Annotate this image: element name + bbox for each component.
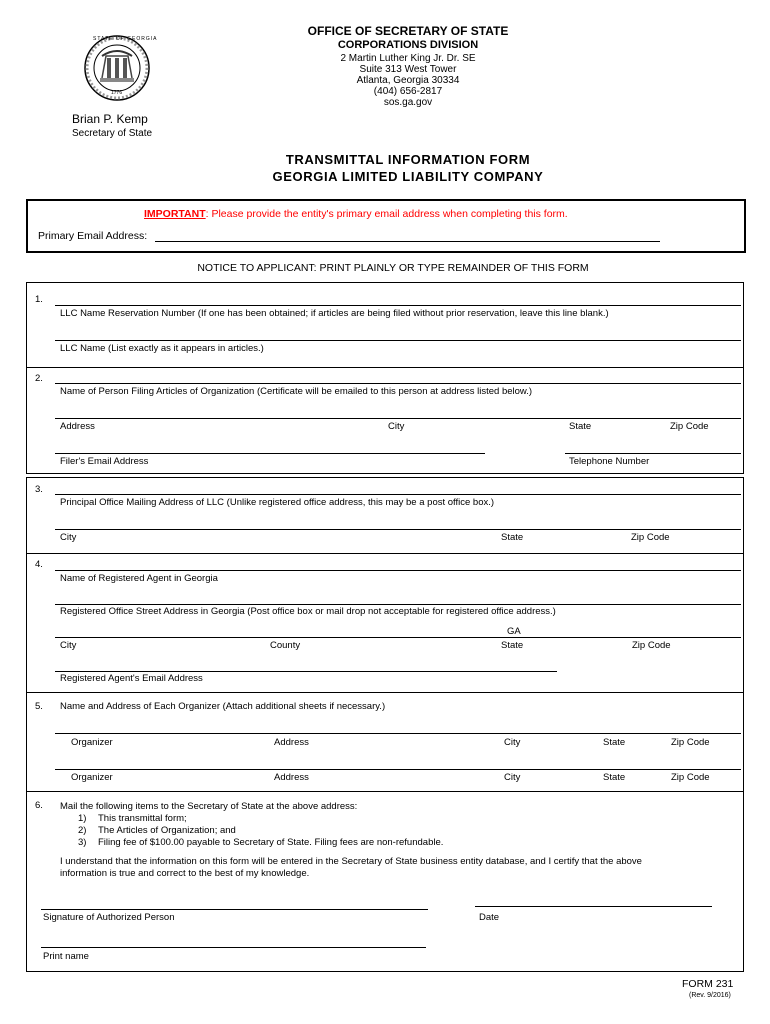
print-name-input[interactable] <box>41 947 426 948</box>
address-label: Address <box>274 737 309 748</box>
section-number: 6. <box>35 800 43 811</box>
print-name-label: Print name <box>43 951 89 962</box>
certify-line-1: I understand that the information on this form will be entered in the Secretary of State business entity database, and I certify that the above <box>60 856 642 867</box>
state-label: State <box>501 532 524 543</box>
section-2 <box>26 367 744 474</box>
mailing-city-input[interactable] <box>55 529 741 530</box>
city-label: City <box>60 532 77 543</box>
phone-line: (404) 656-2817 <box>373 86 443 97</box>
section-1 <box>26 282 744 368</box>
office-name: OFFICE OF SECRETARY OF STATE <box>307 24 509 38</box>
zip-label: Zip Code <box>671 737 710 748</box>
section-6 <box>26 791 744 972</box>
filer-name-label: Name of Person Filing Articles of Organization (Certificate will be emailed to this person at address listed below.) <box>60 386 533 397</box>
mailing-address-label: Principal Office Mailing Address of LLC (Unlike registered office address, this may be a post office box.) <box>60 497 495 508</box>
mailing-address-input[interactable] <box>55 494 741 495</box>
item-text: Filing fee of $100.00 payable to Secretary of State. Filing fees are non-refundable. <box>98 837 444 848</box>
organizer-label: Organizer <box>71 772 113 783</box>
city-label: City <box>504 772 521 783</box>
telephone-input[interactable] <box>565 453 741 454</box>
certification-text <box>60 856 720 880</box>
section-number: 5. <box>35 701 43 712</box>
title-line-2: GEORGIA LIMITED LIABILITY COMPANY <box>272 169 544 184</box>
agent-street-label: Registered Office Street Address in Georgia (Post office box or mail drop not acceptable for registered office address.) <box>60 606 556 617</box>
city-label: City <box>388 421 405 432</box>
primary-email-input[interactable] <box>155 241 660 242</box>
agent-name-input[interactable] <box>55 570 741 571</box>
address-line: Suite 313 West Tower <box>359 64 457 75</box>
state-label: State <box>569 421 592 432</box>
official-title: Secretary of State <box>72 128 153 139</box>
reservation-number-input[interactable] <box>55 305 741 306</box>
office-header <box>258 24 558 108</box>
address-line: Atlanta, Georgia 30334 <box>356 75 460 86</box>
agent-name-label: Name of Registered Agent in Georgia <box>60 573 218 584</box>
form-revision: (Rev. 9/2016) <box>689 992 731 999</box>
reservation-number-label: LLC Name Reservation Number (If one has been obtained; if articles are being filed without prior reservation, leave this line blank.) <box>60 308 609 319</box>
website-line: sos.ga.gov <box>383 97 433 108</box>
seal-text: STATE OF GEORGIA <box>93 36 158 42</box>
agent-street-input[interactable] <box>55 604 741 605</box>
item-number: 3) <box>78 837 87 848</box>
important-box <box>26 199 746 253</box>
mail-instructions: Mail the following items to the Secretary of State at the above address: <box>60 801 358 812</box>
state-label: State <box>603 737 626 748</box>
item-text: The Articles of Organization; and <box>98 825 236 836</box>
address-label: Address <box>60 421 95 432</box>
item-number: 1) <box>78 813 87 824</box>
division-name: CORPORATIONS DIVISION <box>337 39 479 51</box>
state-label: State <box>603 772 626 783</box>
address-line: 2 Martin Luther King Jr. Dr. SE <box>340 53 476 64</box>
agent-email-input[interactable] <box>55 671 557 672</box>
agent-email-label: Registered Agent's Email Address <box>60 673 203 684</box>
zip-label: Zip Code <box>632 640 671 651</box>
certify-line-2: information is true and correct to the best of my knowledge. <box>60 868 310 879</box>
filer-name-input[interactable] <box>55 383 741 384</box>
filer-email-input[interactable] <box>55 453 485 454</box>
city-label: City <box>60 640 77 651</box>
date-label: Date <box>479 912 500 923</box>
form-title <box>158 152 658 184</box>
county-label: County <box>270 640 301 651</box>
section-number: 4. <box>35 559 43 570</box>
important-label: IMPORTANT <box>144 208 206 220</box>
section-4 <box>26 553 744 693</box>
section-3 <box>26 477 744 554</box>
important-notice <box>144 208 568 220</box>
address-label: Address <box>274 772 309 783</box>
zip-label: Zip Code <box>670 421 709 432</box>
organizer-2-input[interactable] <box>55 769 741 770</box>
item-text: This transmittal form; <box>98 813 187 824</box>
signature-label: Signature of Authorized Person <box>43 912 175 923</box>
official-name: Brian P. Kemp <box>72 112 148 126</box>
title-line-1: TRANSMITTAL INFORMATION FORM <box>285 152 531 167</box>
signature-input[interactable] <box>41 909 428 910</box>
state-ga-value: GA <box>507 626 521 637</box>
section-5 <box>26 692 744 792</box>
filer-address-input[interactable] <box>55 418 741 419</box>
date-input[interactable] <box>475 906 712 907</box>
primary-email-label: Primary Email Address: <box>38 230 148 242</box>
city-label: City <box>504 737 521 748</box>
state-seal <box>76 34 158 102</box>
llc-name-input[interactable] <box>55 340 741 341</box>
organizer-label: Organizer <box>71 737 113 748</box>
zip-label: Zip Code <box>631 532 670 543</box>
zip-label: Zip Code <box>671 772 710 783</box>
section-number: 1. <box>35 294 43 305</box>
filer-email-label: Filer's Email Address <box>60 456 149 467</box>
organizer-1-input[interactable] <box>55 733 741 734</box>
important-text: : Please provide the entity's primary email address when completing this form. <box>205 208 568 220</box>
section-number: 3. <box>35 484 43 495</box>
section-number: 2. <box>35 373 43 384</box>
form-number: FORM 231 <box>682 978 734 990</box>
agent-city-input[interactable] <box>55 637 741 638</box>
item-number: 2) <box>78 825 87 836</box>
organizers-heading: Name and Address of Each Organizer (Attach additional sheets if necessary.) <box>60 701 386 712</box>
telephone-label: Telephone Number <box>569 456 650 467</box>
llc-name-label: LLC Name (List exactly as it appears in articles.) <box>60 343 264 354</box>
state-label: State <box>501 640 524 651</box>
notice-to-applicant: NOTICE TO APPLICANT: PRINT PLAINLY OR TYPE REMAINDER OF THIS FORM <box>197 262 589 274</box>
seal-year: 1776 <box>111 90 123 96</box>
